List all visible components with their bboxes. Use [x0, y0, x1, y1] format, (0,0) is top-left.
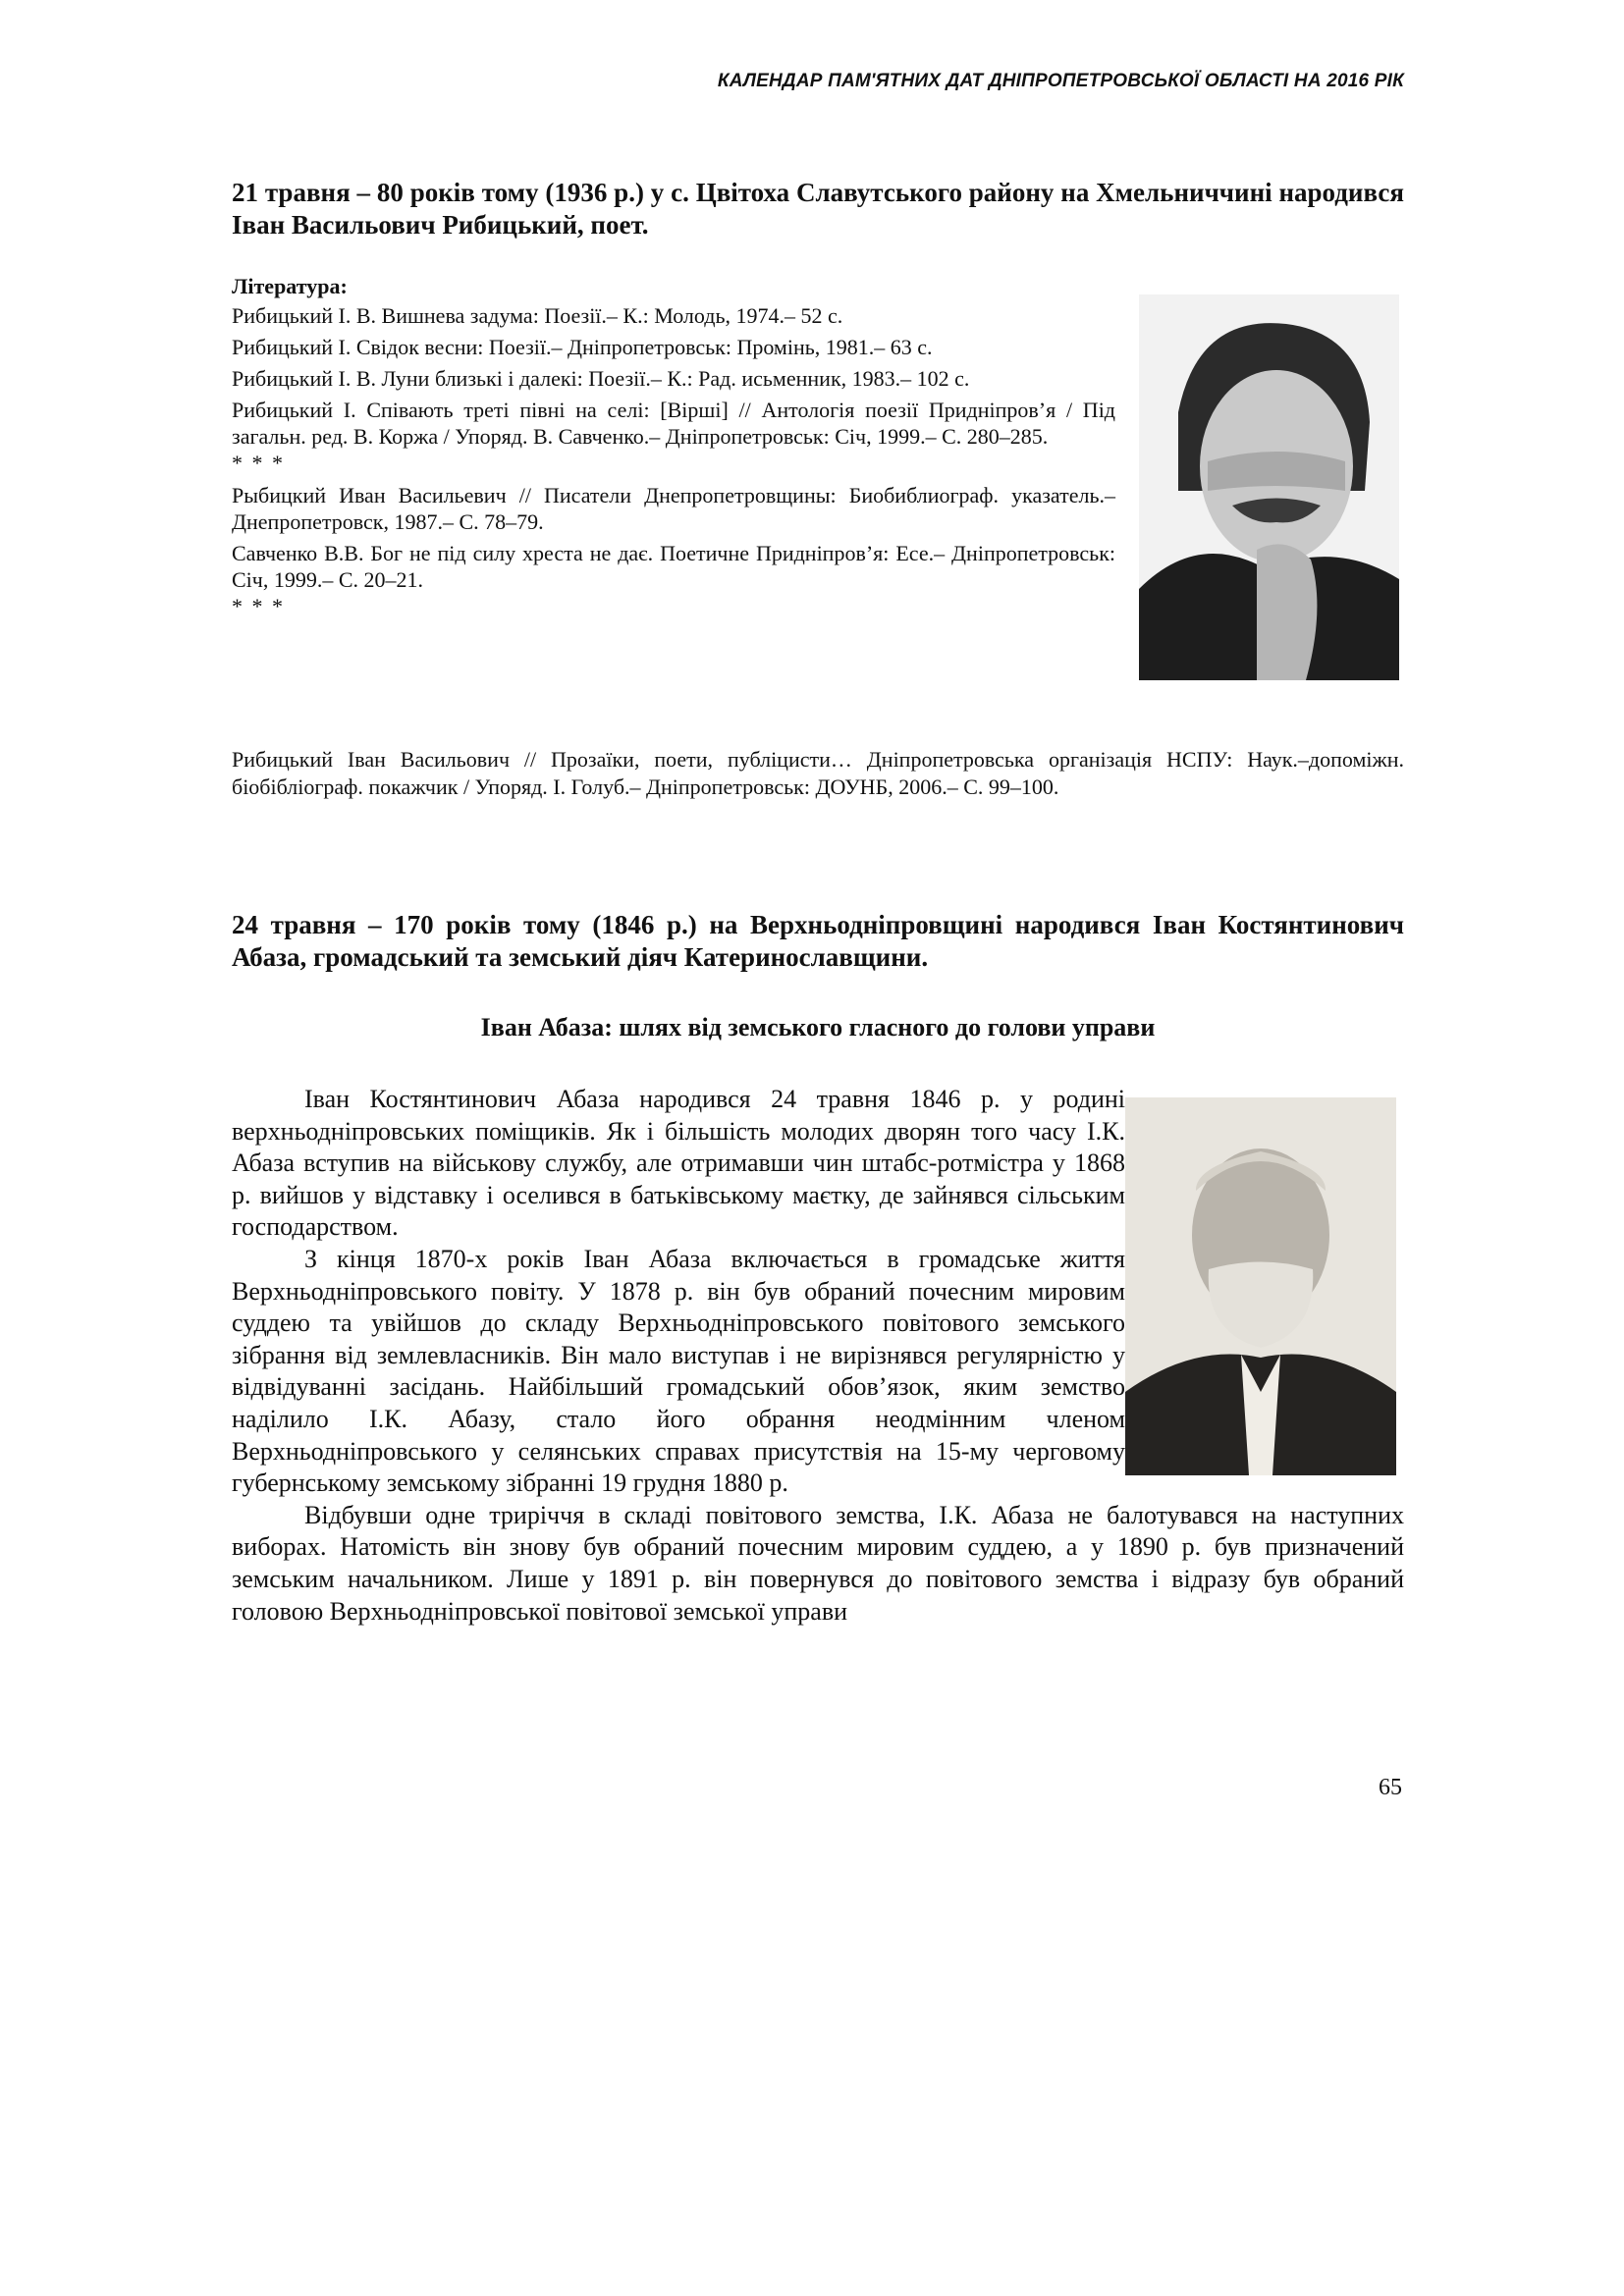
portrait-illustration [1139, 294, 1399, 680]
portrait-photo-rybytskyi [1139, 294, 1399, 680]
section-separator: * * * [232, 451, 285, 475]
literature-item: Рыбицкий Иван Васильевич // Писатели Днепропетровщины: Биобиблиограф. указатель.– Днепропетровск, 1987.– С. 78–79. [232, 483, 1115, 534]
article-title: Іван Абаза: шлях від земського гласного до голови управи [480, 1013, 1156, 1041]
literature-item: Рибицький І. Свідок весни: Поезії.– Дніпропетровськ: Промінь, 1981.– 63 с. [232, 335, 933, 359]
literature-item: Рибицький І. Співають треті півні на селі: [Вірші] // Антологія поезії Придніпров’я / Під загальн. ред. В. Коржа / Упоряд. В. Савченко.– Дніпропетровськ: Січ, 1999.– С. 280–285. [232, 398, 1115, 449]
literature-item: Рибицький І. В. Вишнева задума: Поезії.– К.: Молодь, 1974.– 52 с. [232, 303, 843, 328]
literature-item: Савченко В.В. Бог не під силу хреста не дає. Поетичне Придніпров’я: Есе.– Дніпропетровськ: Січ, 1999.– С. 20–21. [232, 541, 1115, 592]
portrait-illustration [1125, 1097, 1396, 1475]
portrait-photo-abaza [1125, 1097, 1396, 1475]
article-paragraph: Іван Костянтинович Абаза народився 24 травня 1846 р. у родині верхньодніпровських поміщиків. Як і більшість молодих дворян того часу І.К. Абаза вступив на військову службу, але отримавши чин штабс-ротмістра у 1868 р. вийшов у відставку і оселився в батьківському маєтку, де зайнявся сільським господарством. [232, 1085, 1125, 1242]
literature-item: Рибицький І. В. Луни близькі і далекі: Поезії.– К.: Рад. исьменник, 1983.– 102 с. [232, 366, 970, 391]
article-paragraph: Відбувши одне триріччя в складі повітового земства, І.К. Абаза не балотувався на наступних виборах. Натомість він знову був обраний почесним мировим суддею, а у 1890 р. був призначений земським начальником. Лише у 1891 р. він повернувся до повітового земства і відразу був обраний головою Верхньодніпровської повітової земської управи [232, 1500, 1404, 1626]
entry-heading-rybytskyi: 21 травня – 80 років тому (1936 р.) у с. Цвітоха Славутського району на Хмельниччині народився Іван Васильович Рибицький, поет. [232, 178, 1404, 240]
literature-list [232, 273, 1115, 625]
literature-label: Література: [232, 274, 348, 298]
page-number: 65 [1379, 1775, 1402, 1800]
literature-item: Рибицький Іван Васильович // Прозаїки, поети, публіцисти… Дніпропетровська організація НСПУ: Наук.–допоміжн. біобібліограф. покажчик / Упоряд. І. Голуб.– Дніпропетровськ: ДОУНБ, 2006.– С. 99–100. [232, 747, 1404, 799]
running-header: КАЛЕНДАР ПАМ'ЯТНИХ ДАТ ДНІПРОПЕТРОВСЬКОЇ ОБЛАСТІ НА 2016 РІК [717, 71, 1404, 91]
section-separator: * * * [232, 594, 285, 618]
article-paragraph: З кінця 1870-х років Іван Абаза включається в громадське життя Верхньодніпровського повіту. У 1878 р. він був обраний почесним мировим суддею та увійшов до складу Верхньодніпровського повітового земського зібрання від землевласників. Він мало виступав і не вирізнявся регулярністю у відвідуванні засідань. Найбільший громадський обов’язок, яким земство наділило І.К. Абазу, стало його обрання неодмінним членом Верхньодніпровського у селянських справах присутствія на 15-му черговому губернському земському зібранні 19 грудня 1880 р. [232, 1244, 1125, 1498]
entry-heading-abaza: 24 травня – 170 років тому (1846 р.) на Верхньодніпровщині народився Іван Костянтинович Абаза, громадський та земський діяч Катеринославщини. [232, 910, 1404, 972]
